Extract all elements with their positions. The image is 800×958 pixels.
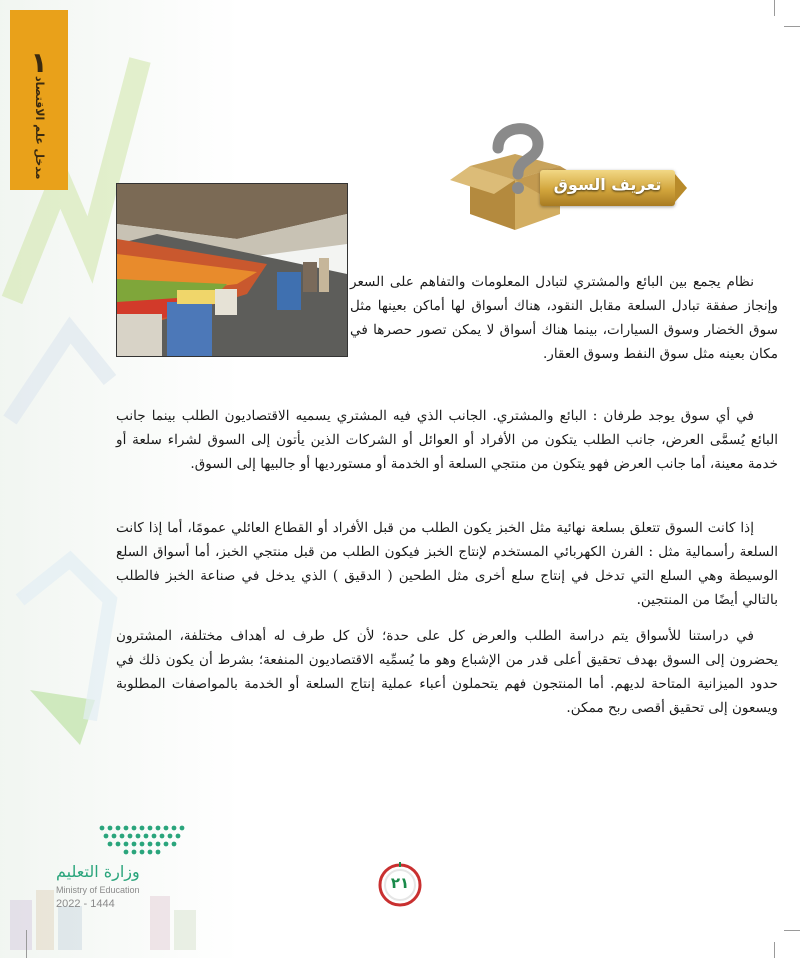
crop-mark <box>774 942 775 958</box>
paragraph-text: في أي سوق يوجد طرفان : البائع والمشتري. الجانب الذي فيه المشتري يسميه الاقتصاديون الطلب بينما جانب البائع يُسمَّى العرض، جانب الطلب يتكون من الأفراد أو العوائل أو الشركات الذين يأتون إلى السوق لشراء سلعة أو خدمة معينة، أما جانب العرض فهو يتكون من منتجي السلعة أو الخدمة أو مستورديها أو جالبيها إلى السوق. <box>116 408 778 472</box>
ministry-logo <box>50 822 200 942</box>
section-title-ribbon <box>540 170 675 206</box>
market-stall-photo <box>116 183 348 357</box>
crop-mark <box>784 26 800 27</box>
page-number: ٢١ <box>390 874 410 892</box>
paragraph-text: إذا كانت السوق تتعلق بسلعة نهائية مثل الخبز يكون الطلب من قبل الأفراد أو القطاع العائلي عمومًا، أما إذا كانت السلعة رأسمالية مثل : الفرن الكهربائي المستخدم لإنتاج الخبز فيكون الطلب من قبل منتجي الخبز، أما أسواق السلع الوسيطة وهي السلع التي تدخل في إنتاج سلع أخرى مثل الطحين ( الدقيق ) الذي يدخل في صناعة الخبز فالطلب بالتالي أيضًا من المنتجين. <box>116 520 778 608</box>
crop-mark <box>774 0 775 16</box>
ministry-year: 2022 - 1444 <box>56 898 115 910</box>
paragraph-demand-supply <box>116 624 778 720</box>
paragraph-goods-types <box>116 516 778 612</box>
paragraph-intro <box>350 270 778 366</box>
chapter-title: مدخل علم الاقتصاد <box>33 76 46 180</box>
ministry-name-english: Ministry of Education <box>56 885 140 895</box>
ministry-name-arabic: وزارة التعليم <box>56 862 140 881</box>
section-title: تعريف السوق <box>553 175 662 194</box>
chapter-number: ١ <box>30 46 48 79</box>
crop-mark <box>26 930 27 958</box>
chapter-tab <box>10 10 68 190</box>
paragraph-text: في دراستنا للأسواق يتم دراسة الطلب والعرض كل على حدة؛ لأن كل طرف له أهداف مختلفة، المشترون يحضرون إلى السوق بهدف تحقيق أعلى قدر من الإشباع وهو ما يُسمِّيه الاقتصاديون المنفعة؛ بشرط أن يكون ذلك في حدود الميزانية المتاحة لديهم. أما المنتجون فهم يتحملون أعباء عملية إنتاج السلعة أو الخدمة بالمواصفات المطلوبة ويسعون إلى تحقيق أقصى ربح ممكن. <box>116 628 778 716</box>
paragraph-text: نظام يجمع بين البائع والمشتري لتبادل المعلومات والتفاهم على السعر وإنجاز صفقة تبادل السلعة مقابل النقود، هناك أسواق لها أماكن بعينها مثل سوق الخضار وسوق السيارات، بينما هناك أسواق لا يمكن تصور حصرها في مكان بعينه مثل سوق النفط وسوق العقار. <box>350 274 778 362</box>
crop-mark <box>784 930 800 931</box>
paragraph-market-sides <box>116 404 778 476</box>
